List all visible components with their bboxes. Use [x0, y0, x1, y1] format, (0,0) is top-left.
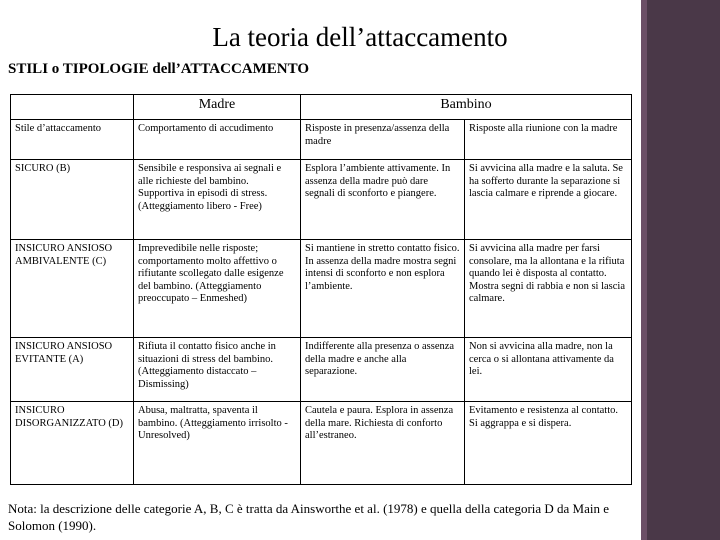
table-row — [11, 240, 632, 338]
column-header: Risposte in presenza/assenza della madre — [301, 120, 465, 160]
group-header-bambino: Bambino — [301, 95, 632, 120]
table-cell: Indifferente alla presenza o assenza della madre e anche alla separazione. — [301, 338, 465, 402]
table-group-header-row — [11, 95, 632, 120]
group-header-madre: Madre — [134, 95, 301, 120]
table-cell: SICURO (B) — [11, 160, 134, 240]
table-row — [11, 338, 632, 402]
table-cell: INSICURO ANSIOSO AMBIVALENTE (C) — [11, 240, 134, 338]
slide-subtitle: STILI o TIPOLOGIE dell’ATTACCAMENTO — [8, 61, 310, 77]
table-cell: Si mantiene in stretto contatto fisico. In assenza della madre mostra segni intensi di sconforto e non esplora l’ambiente. — [301, 240, 465, 338]
table-cell: Abusa, maltratta, spaventa il bambino. (Atteggiamento irrisolto - Unresolved) — [134, 402, 301, 485]
column-header: Stile d’attaccamento — [11, 120, 134, 160]
table-cell: Esplora l’ambiente attivamente. In assenza della madre può dare segnali di sconforto e piangere. — [301, 160, 465, 240]
table-row — [11, 402, 632, 485]
table-cell: Si avvicina alla madre e la saluta. Se ha sofferto durante la separazione si lascia calmare e riprende a giocare. — [465, 160, 632, 240]
column-header: Risposte alla riunione con la madre — [465, 120, 632, 160]
table-cell: Sensibile e responsiva ai segnali e alle richieste del bambino. Supportiva in episodi di stress. (Atteggiamento libero - Free) — [134, 160, 301, 240]
table-cell: Cautela e paura. Esplora in assenza della mare. Richiesta di conforto all’estraneo. — [301, 402, 465, 485]
slide-title: La teoria dell’attaccamento — [212, 22, 508, 52]
attachment-styles-table — [10, 94, 632, 485]
table-cell: Imprevedibile nelle risposte; comportamento molto affettivo o rifiutante scollegato dalle esigenze del bambino. (Atteggiamento preoccupato – Enmeshed) — [134, 240, 301, 338]
table-column-header-row — [11, 120, 632, 160]
table-cell: Evitamento e resistenza al contatto. Si aggrappa e si dispera. — [465, 402, 632, 485]
table-cell: Non si avvicina alla madre, non la cerca o si allontana attivamente da lei. — [465, 338, 632, 402]
sidebar-accent-strip — [641, 0, 647, 540]
table-cell: Rifiuta il contatto fisico anche in situazioni di stress del bambino. (Atteggiamento distaccato – Dismissing) — [134, 338, 301, 402]
table-cell: INSICURO ANSIOSO EVITANTE (A) — [11, 338, 134, 402]
decorative-sidebar — [641, 0, 720, 540]
footnote: Nota: la descrizione delle categorie A, B, C è tratta da Ainsworthe et al. (1978) e quella della categoria D da Main e Solomon (1990). — [8, 501, 610, 533]
table-cell: INSICURO DISORGANIZZATO (D) — [11, 402, 134, 485]
group-header-empty — [11, 95, 134, 120]
table-cell: Si avvicina alla madre per farsi consolare, ma la allontana e la rifiuta quando lei è disposta al contatto. Mostra segni di rabbia e non si lascia calmare. — [465, 240, 632, 338]
column-header: Comportamento di accudimento — [134, 120, 301, 160]
table-row — [11, 160, 632, 240]
